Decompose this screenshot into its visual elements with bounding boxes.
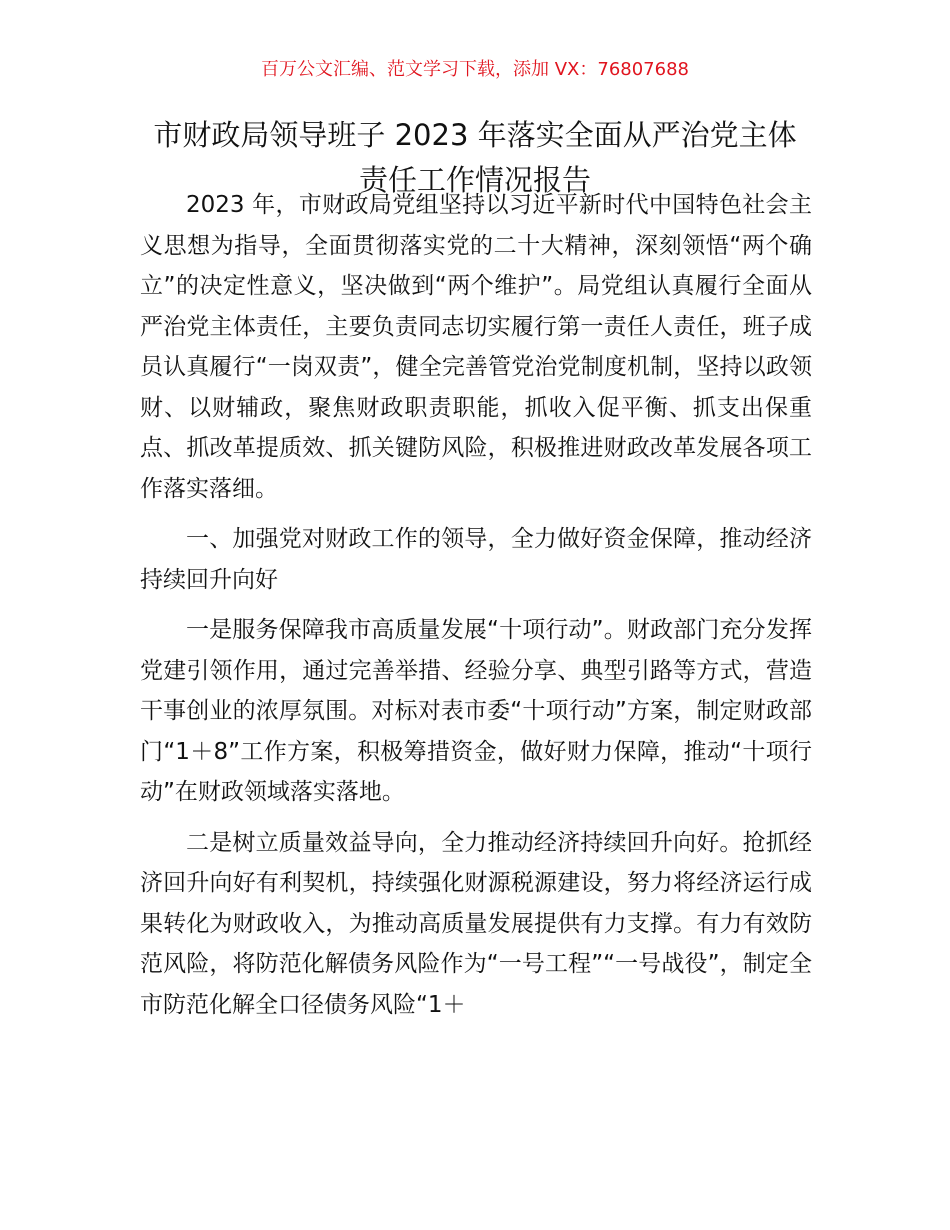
document-title: 市财政局领导班子 2023 年落实全面从严治党主体责任工作情况报告	[153, 118, 797, 197]
paragraph-point-1: 一是服务保障我市高质量发展“十项行动”。财政部门充分发挥党建引领作用，通过完善举措、经验分享、典型引路等方式，营造干事创业的浓厚氛围。对标对表市委“十项行动”方案，制定财政部门“1＋8”工作方案，积极筹措资金，做好财力保障，推动“十项行动”在财政领域落实落地。	[140, 617, 812, 805]
paragraph-point-2: 二是树立质量效益导向，全力推动经济持续回升向好。抢抓经济回升向好有利契机，持续强化财源税源建设，努力将经济运行成果转化为财政收入，为推动高质量发展提供有力支撑。有力有效防范风险，将防范化解债务风险作为“一号工程”“一号战役”，制定全市防范化解全口径债务风险“1＋	[140, 829, 812, 1018]
section-heading-1: 一、加强党对财政工作的领导，全力做好资金保障，推动经济持续回升向好	[140, 526, 812, 593]
document-body	[140, 185, 812, 1025]
paragraph-intro: 2023 年，市财政局党组坚持以习近平新时代中国特色社会主义思想为指导，全面贯彻落实党的二十大精神，深刻领悟“两个确立”的决定性意义，坚决做到“两个维护”。局党组认真履行全面从严治党主体责任，主要负责同志切实履行第一责任人责任，班子成员认真履行“一岗双责”，健全完善管党治党制度机制，坚持以政领财、以财辅政，聚焦财政职责职能，抓收入促平衡、抓支出保重点、抓改革提质效、抓关键防风险，积极推进财政改革发展各项工作落实落细。	[140, 192, 812, 502]
header-watermark: 百万公文汇编、范文学习下载，添加 VX：76807688	[261, 59, 689, 80]
